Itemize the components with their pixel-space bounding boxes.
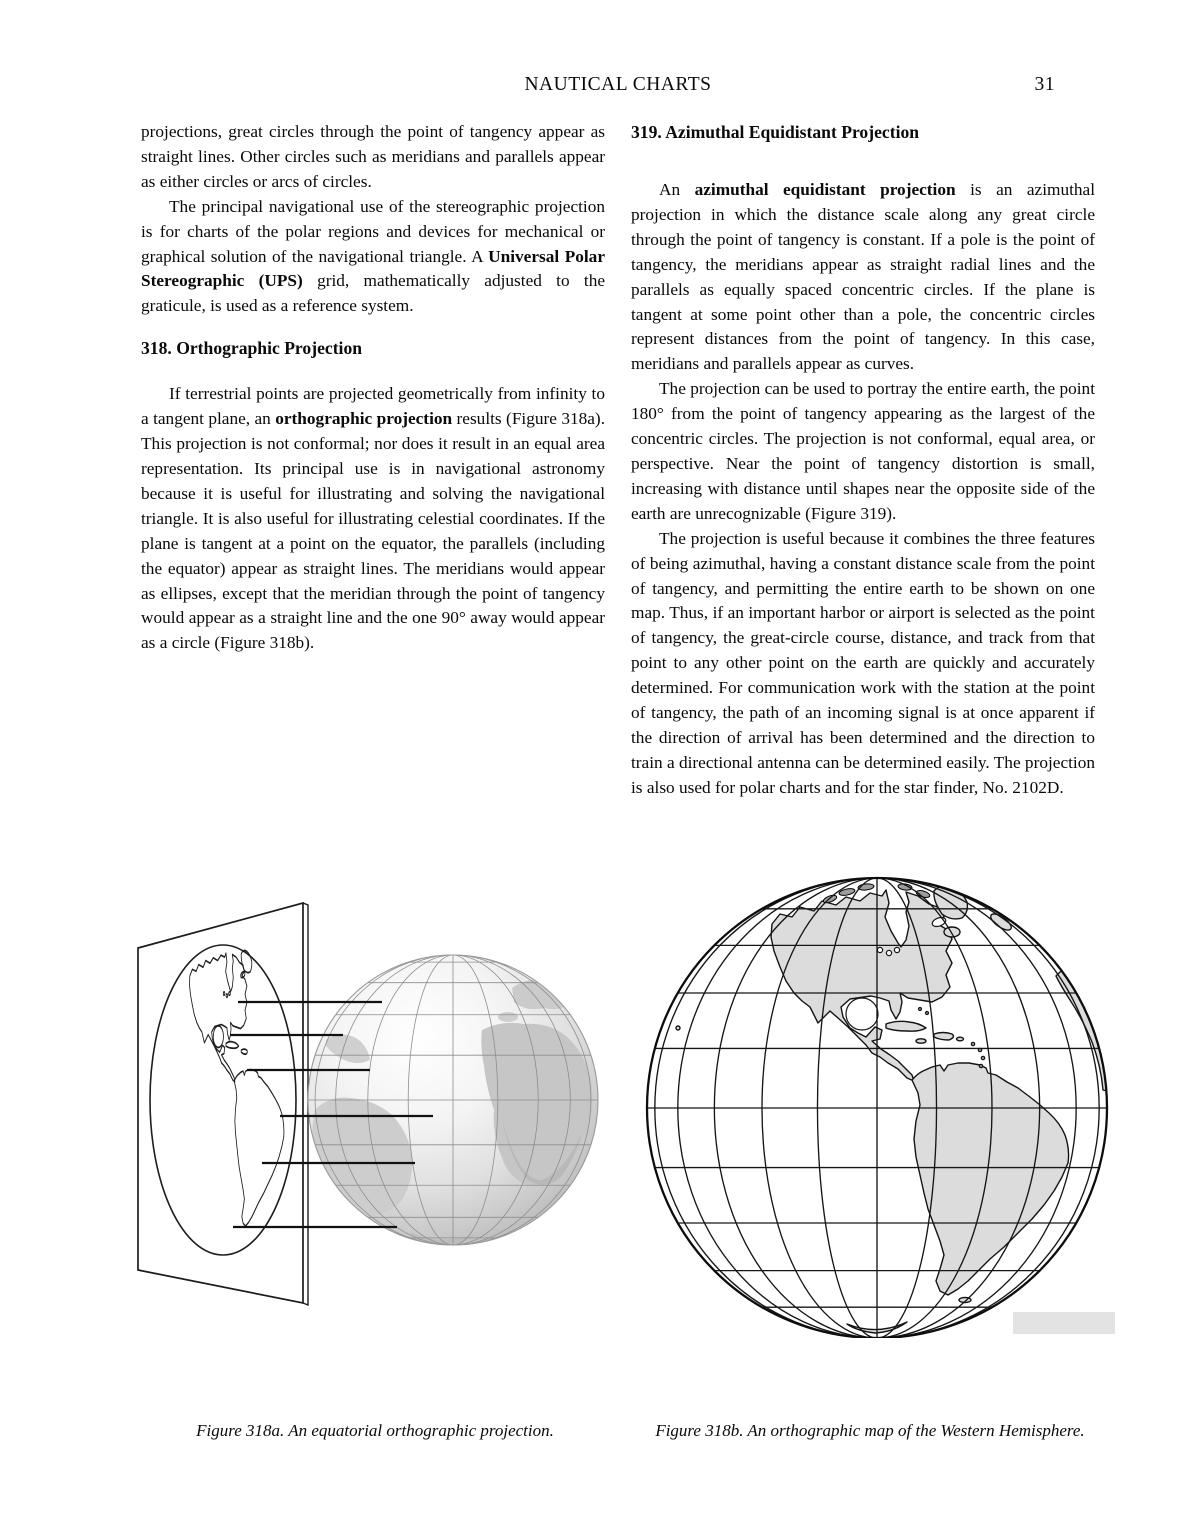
figure-318b-illustration xyxy=(635,860,1115,1338)
figure-318a-svg xyxy=(130,870,620,1340)
right-column xyxy=(631,120,1095,801)
paragraph-azimuthal-def xyxy=(631,178,1095,377)
paragraph-entire-earth: The projection can be used to portray the entire earth, the point 180° from the point of tangency appearing as the largest of the concentric circles. The projection is not conformal, equal area, or perspective. Near the point of tangency distortion is small, increasing with distance until shapes near the opposite side of the earth are unrecognizable (Figure 319). xyxy=(631,379,1095,523)
figure-318a-caption: Figure 318a. An equatorial orthographic projection. xyxy=(196,1421,554,1440)
section-heading-319: 319. Azimuthal Equidistant Projection xyxy=(631,122,920,142)
shaded-globe xyxy=(308,955,598,1248)
figure-318b-caption: Figure 318b. An orthographic map of the Western Hemisphere. xyxy=(655,1421,1085,1440)
paragraph-projection-useful: The projection is useful because it combines the three features of being azimuthal, having a constant distance scale from the point of tangency, and permitting the entire earth to be shown on one map. Thus, if an important harbor or airport is selected as the point of tangency, the great-circle course, distance, and track from that point to any other point on the earth are quickly and accurately determined. For communication work with the station at the point of tangency, the path of an incoming signal is at once apparent if the direction of arrival has been determined and the direction to train a directional antenna can be determined easily. The projection is also used for polar charts and for the star finder, No. 2102D. xyxy=(631,528,1095,797)
paragraph-orthographic xyxy=(141,382,605,656)
text-run: grid, mathematically adjusted to the graticule, is used as a reference system. xyxy=(141,271,606,316)
figure-318a-illustration xyxy=(130,870,620,1340)
bold-term-ups: Universal Polar Stereographic (UPS) xyxy=(141,246,605,291)
page-title: NAUTICAL CHARTS xyxy=(524,74,712,95)
text-run: results (Figure 318a). This projection is not conformal; nor does it result in an equal area representation. Its principal use is in navigational astronomy because it is useful for illustrating and solving the navigational triangle. It is also useful for illustrating celestial coordinates. If the plane is tangent at a point on the equator, the parallels (including the equator) appear as straight lines. The meridians would appear as ellipses, except that the meridian through the point of tangency would appear as a straight line and the one 90° away would appear as a circle (Figure 318b). xyxy=(141,409,606,653)
page-header xyxy=(141,74,1095,98)
paragraph-stereographic-use xyxy=(141,195,605,320)
text-run: The principal navigational use of the stereographic projection is for charts of the polar regions and devices for mechanical or graphical solution of the navigational triangle. A xyxy=(141,196,605,266)
section-heading-318: 318. Orthographic Projection xyxy=(141,338,363,359)
projected-ellipse xyxy=(150,945,296,1255)
figure-318b-svg xyxy=(635,860,1115,1338)
text-run: An xyxy=(659,180,695,199)
bold-term-azimuthal: azimuthal equidistant projection xyxy=(694,180,956,199)
page-number: 31 xyxy=(1034,74,1055,95)
paragraph-continuation: projections, great circles through the point of tangency appear as straight lines. Other circles such as meridians and parallels appear as either circles or arcs of circles. xyxy=(141,122,605,191)
scan-artifact xyxy=(1013,1312,1115,1334)
text-run: is an azimuthal projection in which the distance scale along any great circle through the point of tangency is constant. If a pole is the point of tangency, the meridians appear as straight radial lines and the parallels as equally spaced concentric circles. If the plane is tangent at some point other than a pole, the concentric circles represent distances from the point of tangency. In this case, meridians and parallels appear as curves. xyxy=(631,180,1095,374)
bold-term-orthographic: orthographic projection xyxy=(275,409,453,429)
text-run: If terrestrial points are projected geometrically from infinity to a tangent plane, an xyxy=(141,384,605,429)
hemisphere-graticule xyxy=(647,878,1107,1338)
left-column xyxy=(141,120,605,656)
